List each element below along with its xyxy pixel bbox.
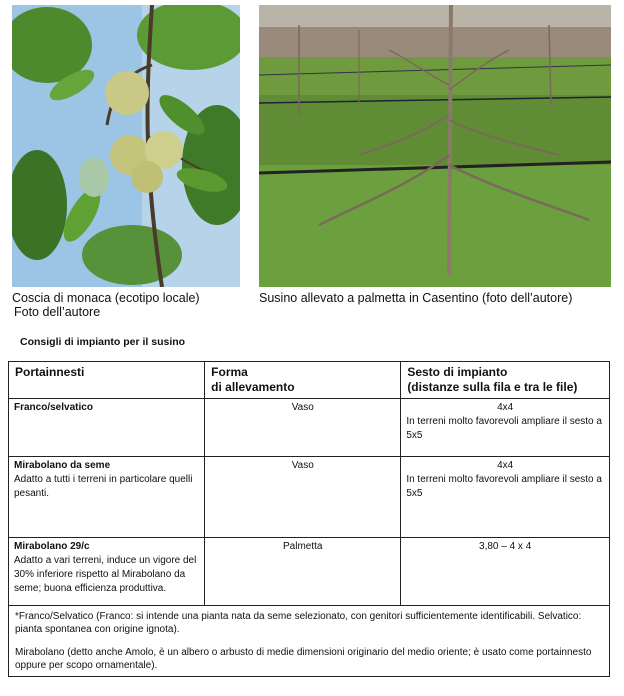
photo-caption-right: Susino allevato a palmetta in Casentino (foto dell’autore) [259,291,573,305]
form-cell: Vaso [205,399,401,457]
header-rootstock: Portainnesti [9,362,205,399]
table-row [9,399,610,457]
rootstock-cell: Franco/selvatico [9,399,205,457]
table-notes-row [9,606,610,677]
table-row [9,457,610,538]
table-header-row [9,362,610,399]
form-cell: Vaso [205,457,401,538]
spacing-cell: 3,80 – 4 x 4 [401,538,610,606]
note-franco-selvatico: *Franco/Selvatico (Franco: si intende una pianta nata da seme selezionato, con genitori sufficientemente identificabili. Selvatico: pianta spontanea con origine ignota). [15,611,582,635]
header-training-form: Forma di allevamento [205,362,401,399]
table-row [9,538,610,606]
caption-left-line1: Coscia di monaca (ecotipo locale) [12,291,200,305]
planting-advice-table [8,361,610,677]
palmetta-orchard-photo [259,5,611,287]
plum-branch-photo [12,5,240,287]
note-mirabolano: Mirabolano (detto anche Amolo, è un albero o arbusto di medie dimensioni originario del medio oriente; è usato come portainnesto oppure per scopo ornamentale). [15,647,592,671]
form-cell: Palmetta [205,538,401,606]
photo-caption-left [12,291,200,319]
spacing-cell: 4x4 In terreni molto favorevoli ampliare il sesto a 5x5 [401,399,610,457]
section-title: Consigli di impianto per il susino [20,336,186,348]
header-planting-distance: Sesto di impianto (distanze sulla fila e tra le file) [401,362,610,399]
spacing-cell: 4x4 In terreni molto favorevoli ampliare il sesto a 5x5 [401,457,610,538]
caption-left-line2: Foto dell’autore [14,305,101,319]
rootstock-cell: Mirabolano 29/c Adatto a vari terreni, induce un vigore del 30% inferiore rispetto al Mirabolano da seme; buona efficienza produttiva. [9,538,205,606]
rootstock-cell: Mirabolano da seme Adatto a tutti i terreni in particolare quelli pesanti. [9,457,205,538]
notes-cell [9,606,610,677]
